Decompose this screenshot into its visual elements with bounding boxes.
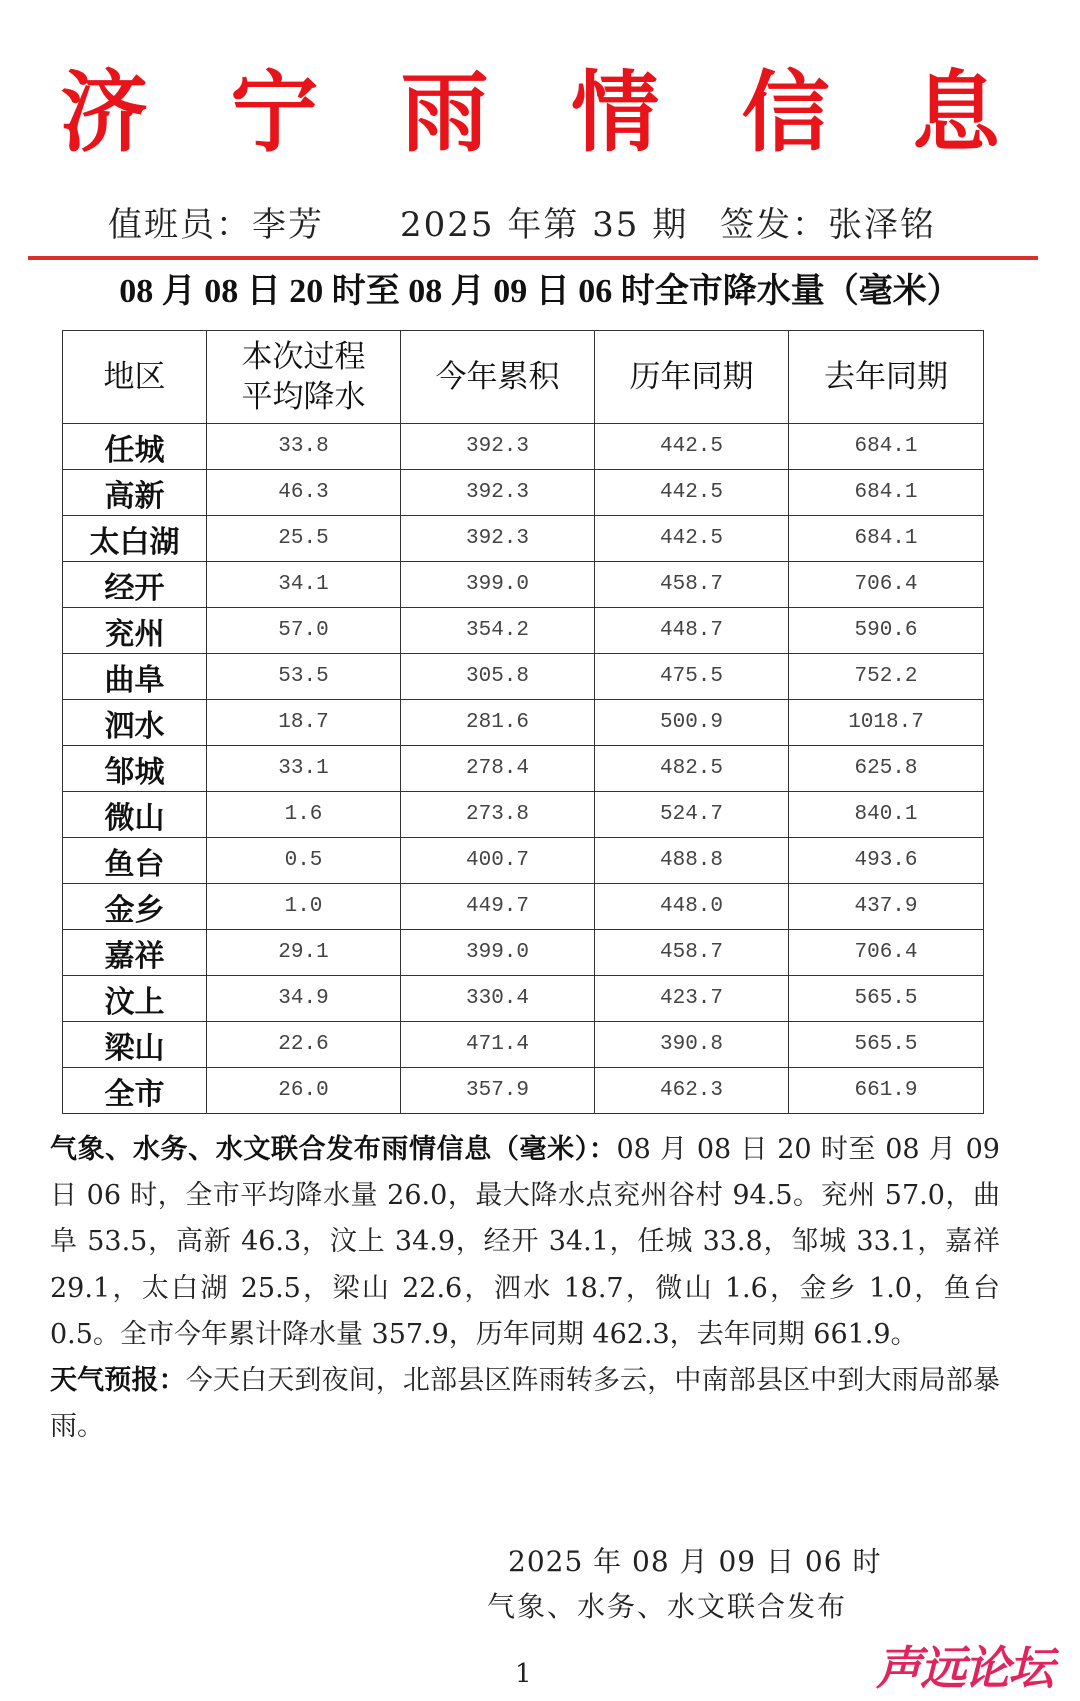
red-divider: [28, 256, 1038, 260]
cell-historical: 524.7: [595, 792, 789, 838]
masthead-title: [60, 62, 1000, 162]
cell-process: 33.8: [207, 424, 401, 470]
cell-last-year: 590.6: [789, 608, 984, 654]
page-number: 1: [515, 1659, 532, 1689]
cell-historical: 442.5: [595, 516, 789, 562]
cell-process: 1.6: [207, 792, 401, 838]
cell-ytd: 471.4: [401, 1022, 595, 1068]
cell-ytd: 273.8: [401, 792, 595, 838]
table-row: [63, 700, 984, 746]
masthead-char: 济: [60, 60, 149, 164]
cell-process: 25.5: [207, 516, 401, 562]
header-historical: 历年同期: [595, 331, 789, 424]
cell-ytd: 392.3: [401, 424, 595, 470]
cell-process: 22.6: [207, 1022, 401, 1068]
cell-historical: 442.5: [595, 470, 789, 516]
cell-historical: 458.7: [595, 562, 789, 608]
cell-historical: 458.7: [595, 930, 789, 976]
cell-region: 任城: [63, 424, 207, 470]
cell-ytd: 400.7: [401, 838, 595, 884]
cell-last-year: 840.1: [789, 792, 984, 838]
cell-process: 1.0: [207, 884, 401, 930]
table-row-total: [63, 1068, 984, 1114]
cell-historical: 475.5: [595, 654, 789, 700]
header-process-line1: 本次过程: [241, 339, 366, 375]
cell-process: 18.7: [207, 700, 401, 746]
cell-ytd: 399.0: [401, 562, 595, 608]
cell-historical: 442.5: [595, 424, 789, 470]
cell-ytd: 354.2: [401, 608, 595, 654]
cell-last-year: 1018.7: [789, 700, 984, 746]
cell-region: 兖州: [63, 608, 207, 654]
cell-region: 微山: [63, 792, 207, 838]
signer: 签发：张泽铭: [720, 205, 936, 245]
cell-process: 26.0: [207, 1068, 401, 1114]
cell-ytd: 399.0: [401, 930, 595, 976]
header-ytd: 今年累积: [401, 331, 595, 424]
table-row: [63, 792, 984, 838]
cell-historical: 423.7: [595, 976, 789, 1022]
weather-forecast: [50, 1358, 1000, 1450]
cell-ytd: 330.4: [401, 976, 595, 1022]
table-row: [63, 976, 984, 1022]
cell-process: 53.5: [207, 654, 401, 700]
table-row: [63, 930, 984, 976]
rainfall-table: [62, 330, 984, 1114]
cell-process: 29.1: [207, 930, 401, 976]
cell-last-year: 752.2: [789, 654, 984, 700]
header-last-year: 去年同期: [789, 331, 984, 424]
cell-process: 34.9: [207, 976, 401, 1022]
cell-process: 33.1: [207, 746, 401, 792]
cell-region: 梁山: [63, 1022, 207, 1068]
cell-historical: 482.5: [595, 746, 789, 792]
period-heading: 08 月 08 日 20 时至 08 月 09 日 06 时全市降水量（毫米）: [119, 273, 961, 310]
table-row: [63, 1022, 984, 1068]
table-row: [63, 654, 984, 700]
forecast-text: 今天白天到夜间，北部县区阵雨转多云，中南部县区中到大雨局部暴雨。: [50, 1365, 1001, 1443]
cell-historical: 448.7: [595, 608, 789, 654]
header-process-line2: 平均降水: [241, 379, 366, 415]
duty-officer: 值班员：李芳: [108, 205, 324, 245]
issue-number: 2025 年第 35 期: [400, 205, 689, 245]
cell-historical: 462.3: [595, 1068, 789, 1114]
cell-region: 经开: [63, 562, 207, 608]
cell-last-year: 684.1: [789, 470, 984, 516]
cell-region: 太白湖: [63, 516, 207, 562]
cell-ytd: 278.4: [401, 746, 595, 792]
cell-historical: 448.0: [595, 884, 789, 930]
summary-lead: 气象、水务、水文联合发布雨情信息（毫米）：: [50, 1134, 617, 1165]
report-body: [50, 1127, 1000, 1450]
table-row: [63, 746, 984, 792]
cell-last-year: 437.9: [789, 884, 984, 930]
table-row: [63, 516, 984, 562]
table-header-row: [63, 331, 984, 424]
table-row: [63, 424, 984, 470]
cell-region: 曲阜: [63, 654, 207, 700]
masthead-char: 息: [911, 60, 1000, 164]
cell-region: 全市: [63, 1068, 207, 1114]
table-row: [63, 608, 984, 654]
table-row: [63, 838, 984, 884]
release-date: 2025 年 08 月 09 日 06 时: [508, 1545, 882, 1578]
cell-last-year: 706.4: [789, 930, 984, 976]
masthead-char: 雨: [400, 60, 489, 164]
cell-last-year: 565.5: [789, 976, 984, 1022]
header-region: 地区: [63, 331, 207, 424]
cell-region: 嘉祥: [63, 930, 207, 976]
forecast-lead: 天气预报：: [50, 1365, 186, 1397]
cell-last-year: 625.8: [789, 746, 984, 792]
masthead-char: 信: [741, 60, 830, 164]
cell-ytd: 392.3: [401, 470, 595, 516]
cell-region: 汶上: [63, 976, 207, 1022]
cell-last-year: 661.9: [789, 1068, 984, 1114]
cell-historical: 390.8: [595, 1022, 789, 1068]
issue-meta-row: [0, 203, 1080, 247]
summary-text: 08 月 08 日 20 时至 08 月 09 日 06 时，全市平均降水量 26.0，最大降水点兖州谷村 94.5。兖州 57.0，曲阜 53.5，高新 46.3，汶上 34.9，经开 34.1，任城 33.8，邹城 33.1，嘉祥 29.1，太白湖 25.5，梁山 22.6，泗水 18.7，微山 1.6，金乡 1.0，鱼台 0.5。全市今年累计降水量 357.9，历年同期 462.3，去年同期 661.9。: [50, 1134, 1000, 1350]
table-row: [63, 562, 984, 608]
cell-historical: 500.9: [595, 700, 789, 746]
cell-region: 高新: [63, 470, 207, 516]
cell-ytd: 281.6: [401, 700, 595, 746]
cell-ytd: 357.9: [401, 1068, 595, 1114]
cell-ytd: 392.3: [401, 516, 595, 562]
cell-region: 鱼台: [63, 838, 207, 884]
cell-last-year: 684.1: [789, 516, 984, 562]
table-row: [63, 470, 984, 516]
cell-region: 泗水: [63, 700, 207, 746]
cell-process: 57.0: [207, 608, 401, 654]
cell-ytd: 305.8: [401, 654, 595, 700]
cell-process: 34.1: [207, 562, 401, 608]
cell-last-year: 493.6: [789, 838, 984, 884]
cell-last-year: 565.5: [789, 1022, 984, 1068]
forum-watermark: 声远论坛: [876, 1641, 1052, 1695]
cell-region: 金乡: [63, 884, 207, 930]
header-process-avg: [207, 331, 401, 424]
masthead-char: 情: [571, 60, 660, 164]
cell-process: 46.3: [207, 470, 401, 516]
cell-last-year: 706.4: [789, 562, 984, 608]
cell-process: 0.5: [207, 838, 401, 884]
masthead-char: 宁: [230, 60, 319, 164]
cell-last-year: 684.1: [789, 424, 984, 470]
cell-ytd: 449.7: [401, 884, 595, 930]
rainfall-summary: [50, 1127, 1000, 1358]
issuer: 气象、水务、水文联合发布: [487, 1590, 848, 1623]
table-row: [63, 884, 984, 930]
cell-historical: 488.8: [595, 838, 789, 884]
cell-region: 邹城: [63, 746, 207, 792]
